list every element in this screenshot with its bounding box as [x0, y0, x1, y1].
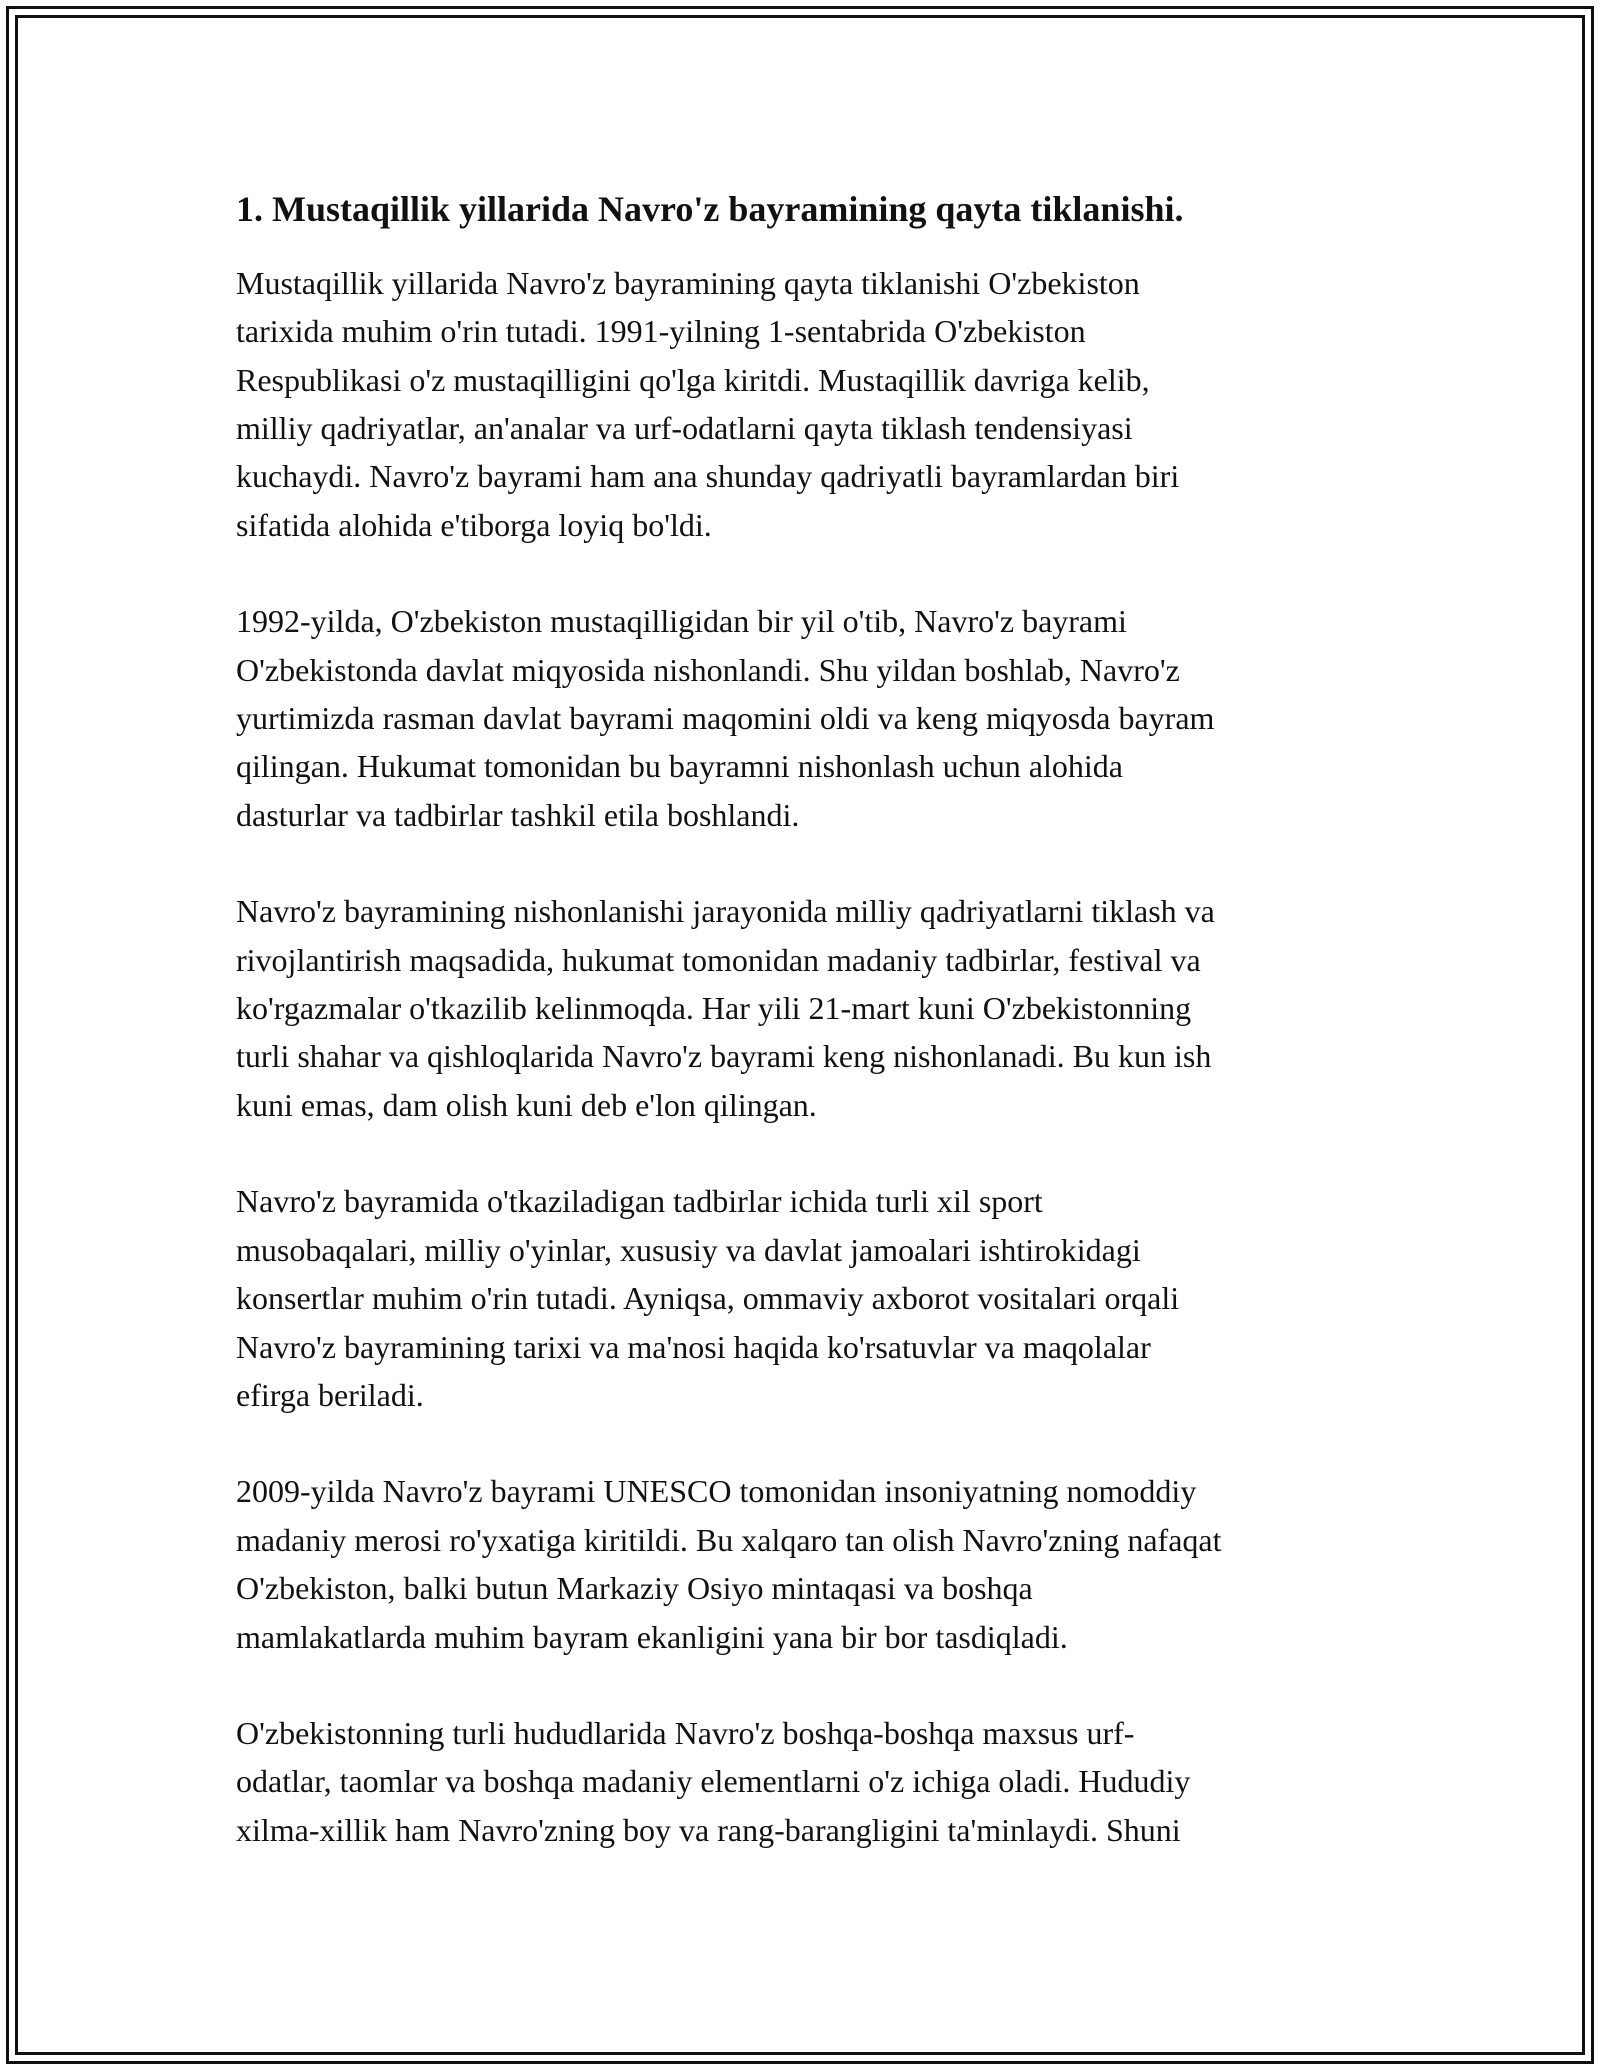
text-line: madaniy merosi ro'yxatiga kiritildi. Bu xalqaro tan olish Navro'zning nafaqat [236, 1521, 1222, 1558]
text-line: O'zbekistonda davlat miqyosida nishonlandi. Shu yildan boshlab, Navro'z [236, 651, 1180, 688]
paragraph-2 [236, 597, 1376, 839]
text-line: odatlar, taomlar va boshqa madaniy elementlarni o'z ichiga oladi. Hududiy [236, 1763, 1191, 1800]
text-line: O'zbekistonning turli hududlarida Navro'z boshqa-boshqa maxsus urf- [236, 1714, 1135, 1751]
text-line: Navro'z bayramida o'tkaziladigan tadbirlar ichida turli xil sport [236, 1183, 1043, 1220]
paragraph-1 [236, 259, 1376, 549]
text-line: Navro'z bayramining nishonlanishi jarayonida milliy qadriyatlarni tiklash va [236, 893, 1215, 930]
text-line: kuchaydi. Navro'z bayrami ham ana shunday qadriyatli bayramlardan biri [236, 458, 1180, 495]
paragraph-3 [236, 887, 1376, 1129]
text-line: sifatida alohida e'tiborga loyiq bo'ldi. [236, 506, 712, 543]
text-line: Mustaqillik yillarida Navro'z bayramining qayta tiklanishi O'zbekiston [236, 264, 1140, 301]
text-line: musobaqalari, milliy o'yinlar, xususiy va davlat jamoalari ishtirokidagi [236, 1231, 1141, 1268]
text-line: Respublikasi o'z mustaqilligini qo'lga kiritdi. Mustaqillik davriga kelib, [236, 361, 1150, 398]
text-line: milliy qadriyatlar, an'analar va urf-odatlarni qayta tiklash tendensiyasi [236, 410, 1133, 447]
paragraph-6 [236, 1709, 1376, 1854]
paragraph-5 [236, 1467, 1376, 1661]
text-line: yurtimizda rasman davlat bayrami maqomini oldi va keng miqyosda bayram [236, 700, 1215, 737]
text-line: ko'rgazmalar o'tkazilib kelinmoqda. Har yili 21-mart kuni O'zbekistonning [236, 990, 1192, 1027]
text-line: 1992-yilda, O'zbekiston mustaqilligidan bir yil o'tib, Navro'z bayrami [236, 603, 1127, 640]
text-line: efirga beriladi. [236, 1376, 424, 1413]
text-line: mamlakatlarda muhim bayram ekanligini yana bir bor tasdiqladi. [236, 1618, 1068, 1655]
paragraph-4 [236, 1177, 1376, 1419]
text-line: qilingan. Hukumat tomonidan bu bayramni nishonlash uchun alohida [236, 748, 1123, 785]
text-line: xilma-xillik ham Navro'zning boy va rang-barangligini ta'minlaydi. Shuni [236, 1811, 1181, 1848]
document-body [236, 186, 1376, 1902]
text-line: tarixida muhim o'rin tutadi. 1991-yilning 1-sentabrida O'zbekiston [236, 313, 1086, 350]
text-line: Navro'z bayramining tarixi va ma'nosi haqida ko'rsatuvlar va maqolalar [236, 1328, 1151, 1365]
text-line: dasturlar va tadbirlar tashkil etila boshlandi. [236, 796, 800, 833]
section-heading: 1. Mustaqillik yillarida Navro'z bayramining qayta tiklanishi. [236, 189, 1184, 229]
text-line: kuni emas, dam olish kuni deb e'lon qilingan. [236, 1086, 817, 1123]
text-line: rivojlantirish maqsadida, hukumat tomonidan madaniy tadbirlar, festival va [236, 941, 1201, 978]
text-line: turli shahar va qishloqlarida Navro'z bayrami keng nishonlanadi. Bu kun ish [236, 1038, 1212, 1075]
text-line: O'zbekiston, balki butun Markaziy Osiyo mintaqasi va boshqa [236, 1570, 1033, 1607]
text-line: konsertlar muhim o'rin tutadi. Ayniqsa, ommaviy axborot vositalari orqali [236, 1280, 1180, 1317]
text-line: 2009-yilda Navro'z bayrami UNESCO tomonidan insoniyatning nomoddiy [236, 1473, 1197, 1510]
